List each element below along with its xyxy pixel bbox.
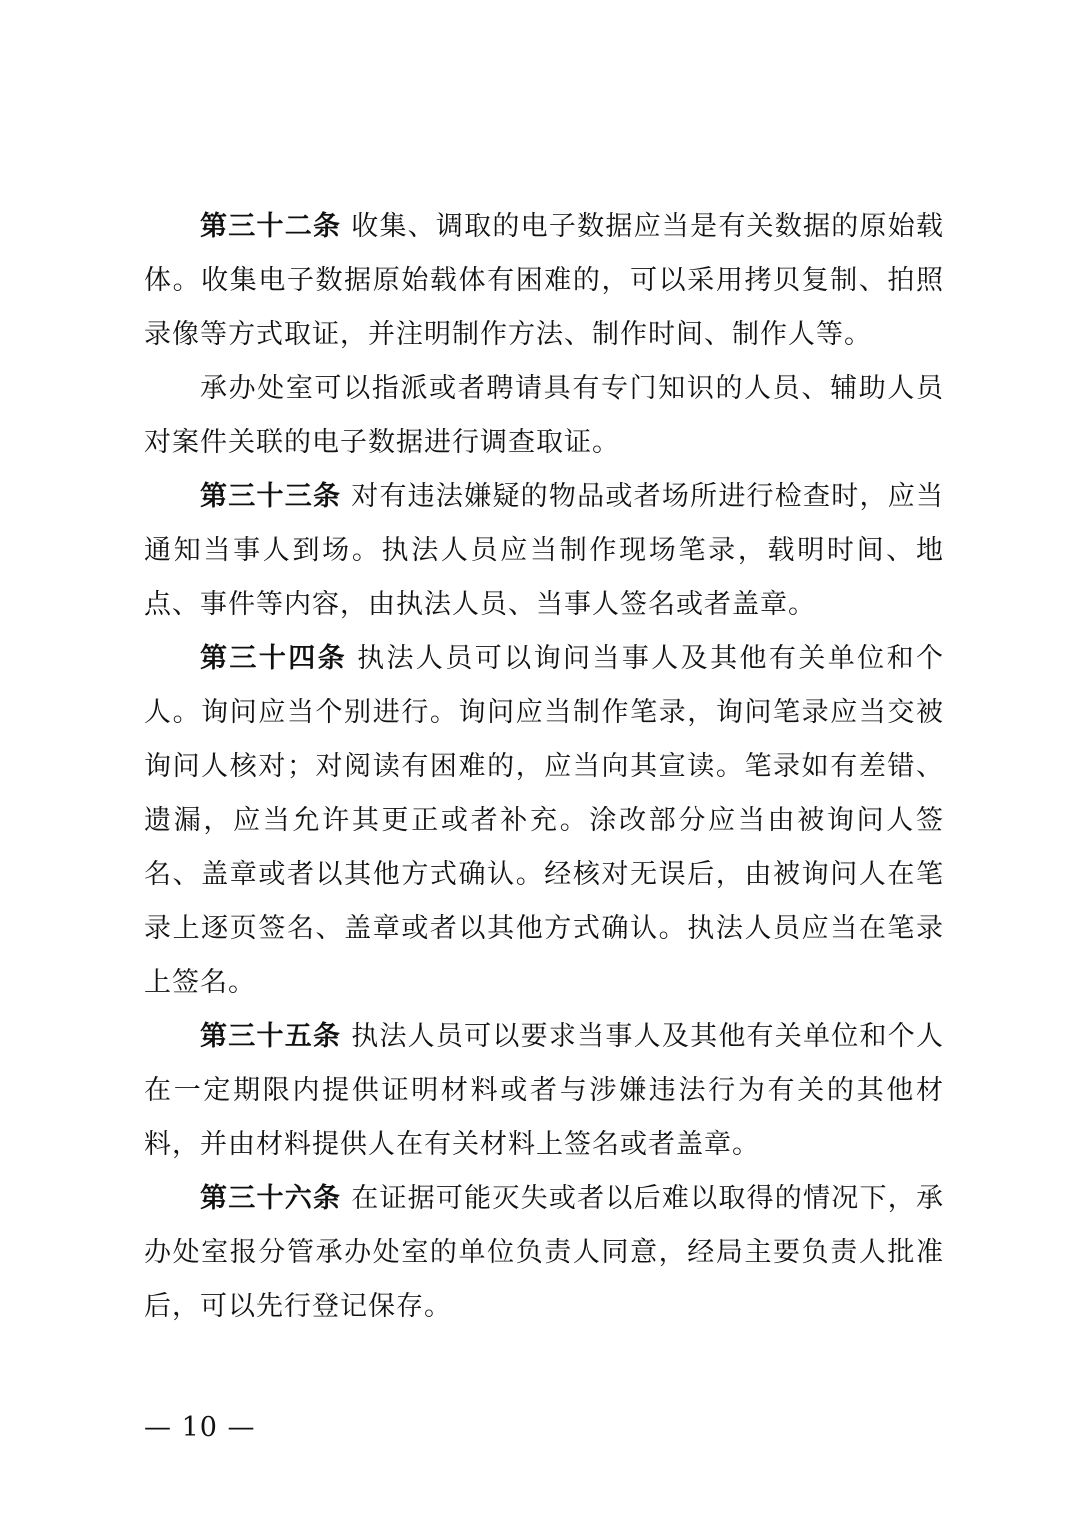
paragraph-text: 收集、调取的电子数据应当是有关数据的原始载体。收集电子数据原始载体有困难的，可以采用拷贝复制、拍照录像等方式取证，并注明制作方法、制作时间、制作人等。 [144,211,945,350]
article-number: 第三十五条 [200,1021,342,1052]
document-body [144,200,944,1334]
paragraph-article-32 [144,200,944,362]
article-number: 第三十二条 [200,211,342,242]
paragraph-article-32-cont [144,362,944,470]
paragraph-text: 承办处室可以指派或者聘请具有专门知识的人员、辅助人员对案件关联的电子数据进行调查取证。 [144,373,944,458]
paragraph-article-36 [144,1172,944,1334]
paragraph-text: 执法人员可以询问当事人及其他有关单位和个人。询问应当个别进行。询问应当制作笔录，询问笔录应当交被询问人核对；对阅读有困难的，应当向其宣读。笔录如有差错、遗漏，应当允许其更正或者补充。涂改部分应当由被询问人签名、盖章或者以其他方式确认。经核对无误后，由被询问人在笔录上逐页签名、盖章或者以其他方式确认。执法人员应当在笔录上签名。 [144,643,945,998]
article-number: 第三十三条 [200,481,342,512]
article-number: 第三十六条 [200,1183,342,1214]
page-number: — 10 — [144,1412,256,1443]
paragraph-article-35 [144,1010,944,1172]
paragraph-text: 对有违法嫌疑的物品或者场所进行检查时，应当通知当事人到场。执法人员应当制作现场笔录，载明时间、地点、事件等内容，由执法人员、当事人签名或者盖章。 [144,481,945,620]
paragraph-text: 在证据可能灭失或者以后难以取得的情况下，承办处室报分管承办处室的单位负责人同意，经局主要负责人批准后，可以先行登记保存。 [144,1183,945,1322]
paragraph-article-33 [144,470,944,632]
paragraph-article-34 [144,632,944,1010]
paragraph-text: 执法人员可以要求当事人及其他有关单位和个人在一定期限内提供证明材料或者与涉嫌违法行为有关的其他材料，并由材料提供人在有关材料上签名或者盖章。 [144,1021,945,1160]
article-number: 第三十四条 [200,643,348,674]
